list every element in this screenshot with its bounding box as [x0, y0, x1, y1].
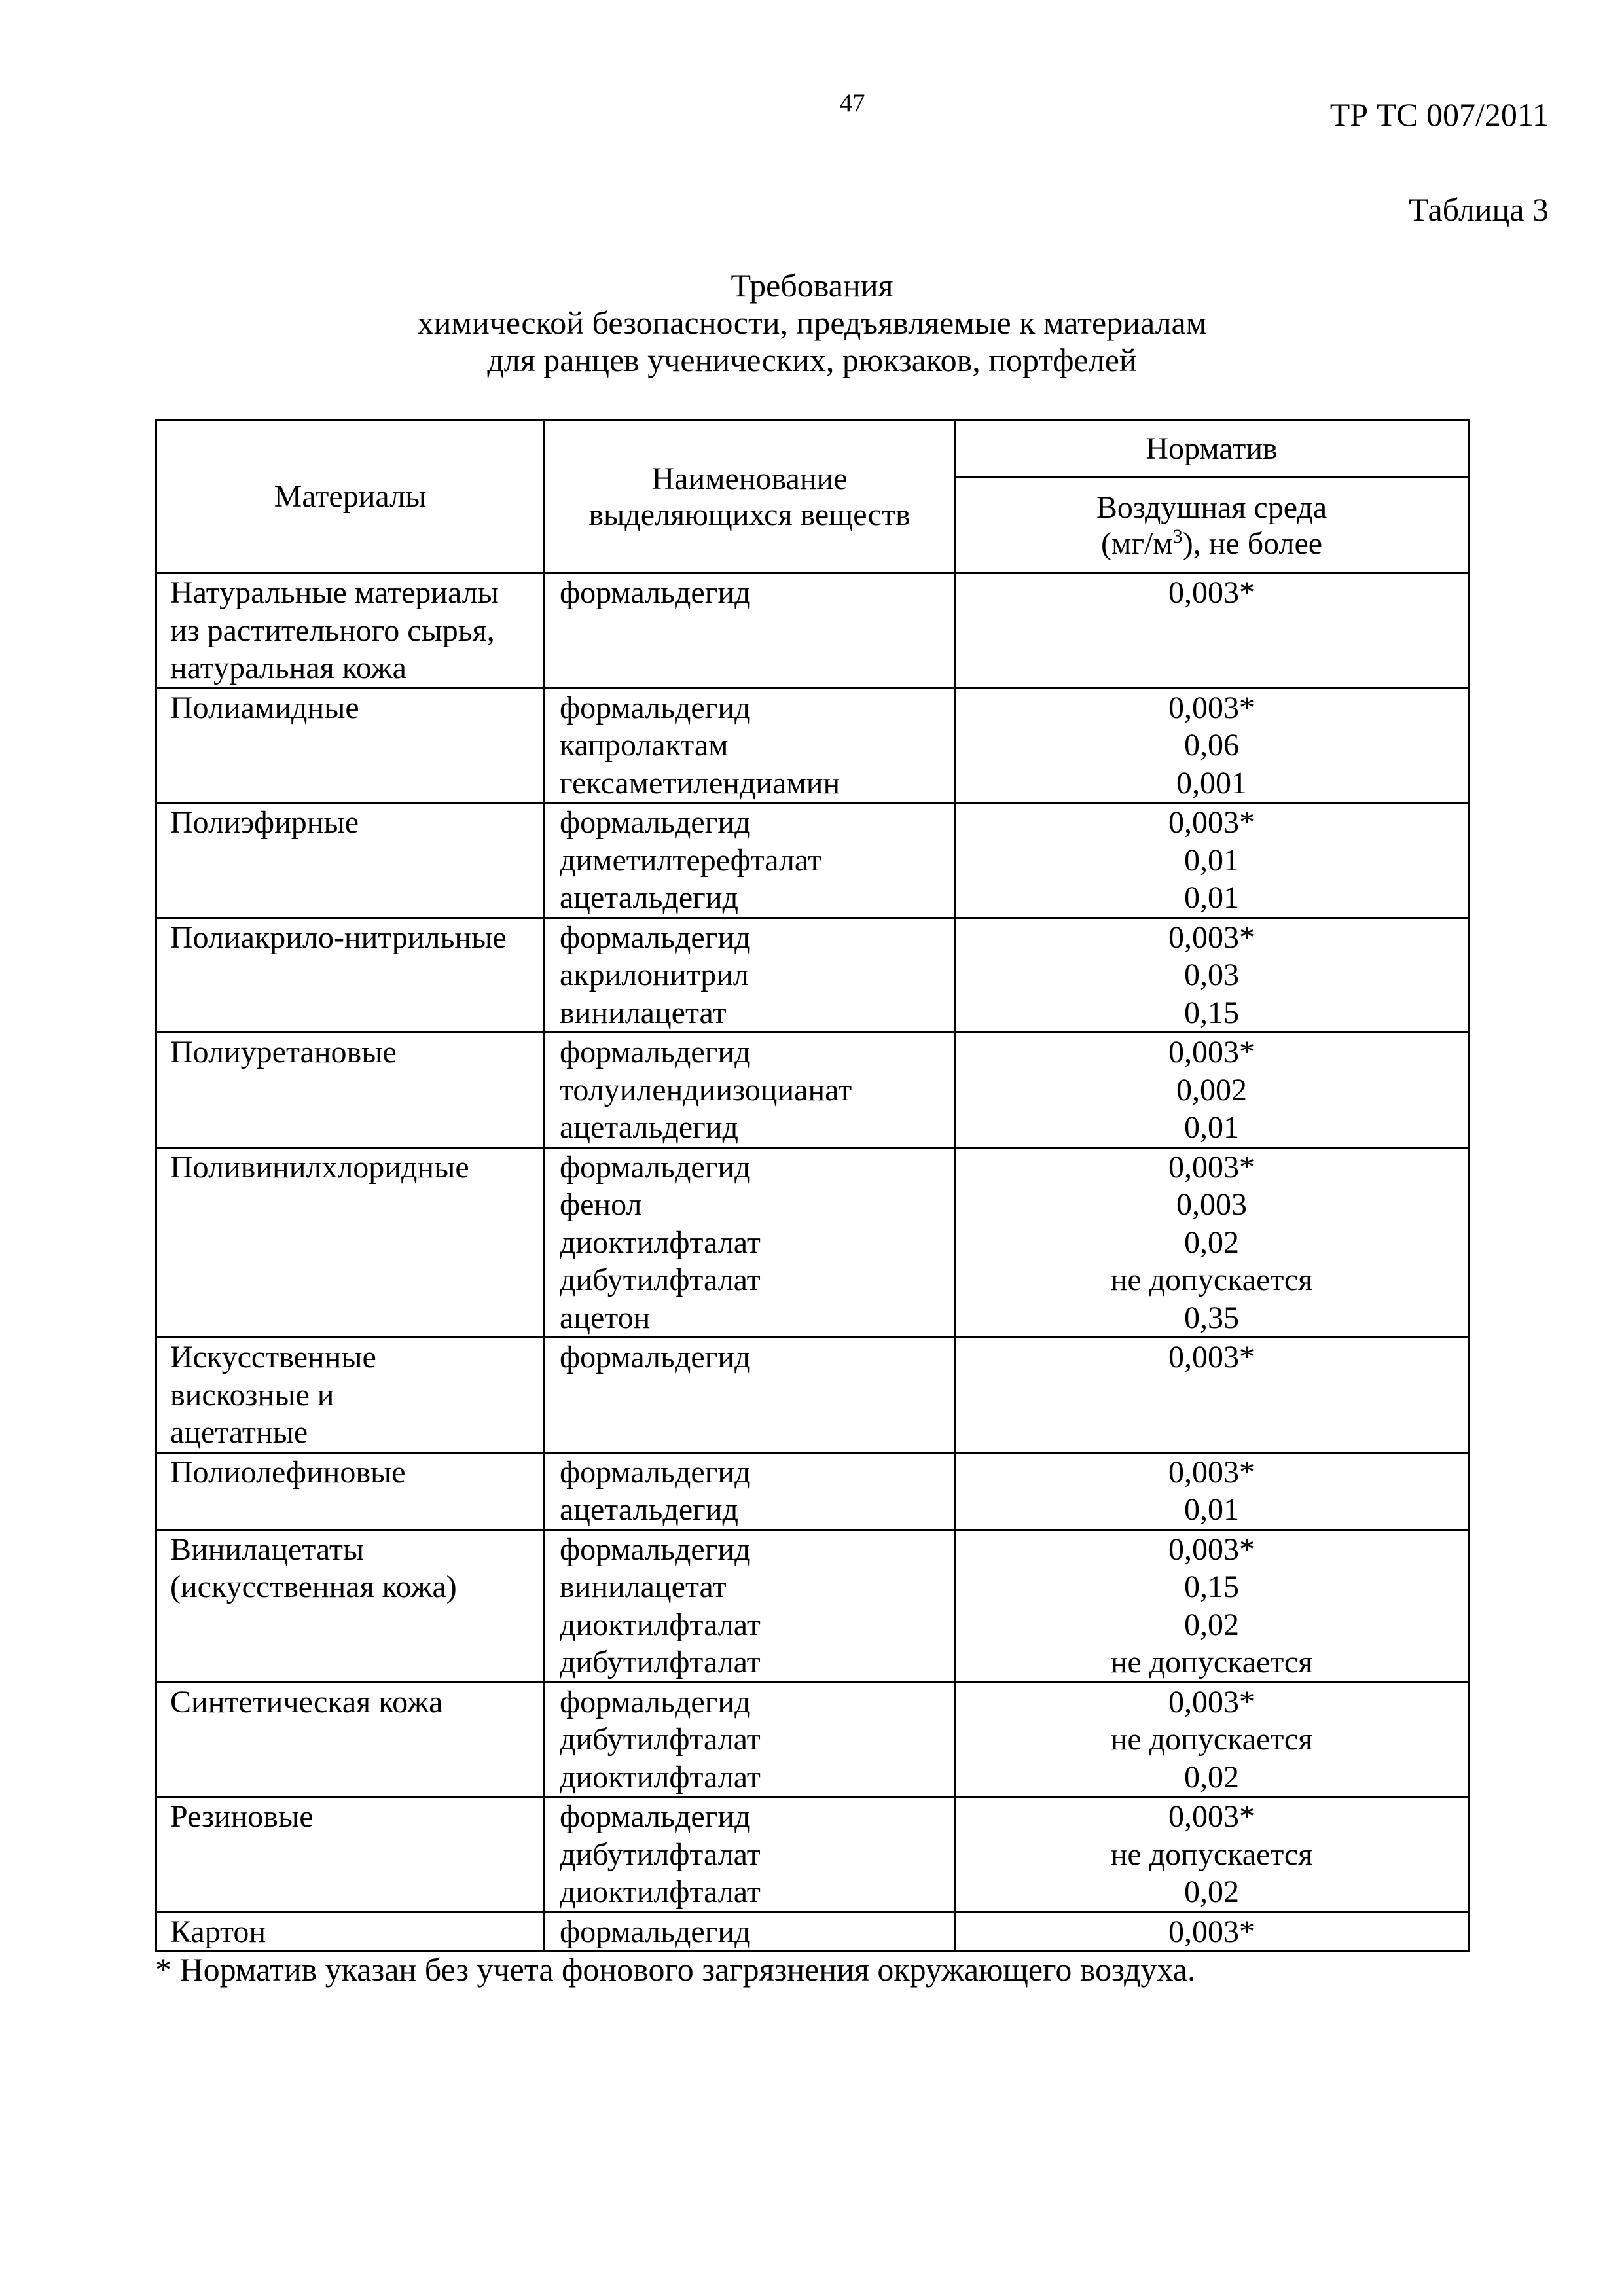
- norm-value: 0,02: [1184, 1225, 1239, 1260]
- norm-value: 0,02: [1184, 1607, 1239, 1642]
- substance-name: фенол: [560, 1187, 642, 1222]
- norm-value-cell: [955, 1338, 1469, 1453]
- norm-value: не допускается: [1110, 1837, 1313, 1872]
- norm-value: не допускается: [1110, 1645, 1313, 1679]
- norm-value-cell: [955, 1682, 1469, 1797]
- substance-name: формальдегид: [560, 1340, 751, 1374]
- substance-name: дибутилфталат: [560, 1837, 761, 1872]
- norm-value: 0,01: [1184, 1492, 1239, 1527]
- substance-name: диоктилфталат: [560, 1759, 761, 1795]
- norm-value-cell: [955, 573, 1469, 689]
- header-substances: [545, 420, 955, 573]
- norm-value: 0,003*: [1168, 1799, 1255, 1834]
- norm-value: 0,15: [1184, 995, 1239, 1030]
- table-number: Таблица 3: [1409, 191, 1549, 228]
- material-line: Резиновые: [170, 1799, 314, 1834]
- material-cell: [156, 1797, 545, 1912]
- header-substances-line-2: выделяющихся веществ: [588, 497, 911, 532]
- header-materials: Материалы: [156, 420, 545, 573]
- table-row: [156, 1147, 1469, 1338]
- norm-value: 0,01: [1184, 1110, 1239, 1145]
- requirements-table: [155, 419, 1470, 1952]
- title-line-3: для ранцев ученических, рюкзаков, портфелей: [487, 342, 1137, 378]
- table-row: [156, 1797, 1469, 1912]
- substances-cell: [545, 1033, 955, 1148]
- norm-value: 0,003*: [1168, 920, 1255, 955]
- norm-value: 0,003*: [1168, 1340, 1255, 1374]
- material-line: Винилацетаты: [170, 1532, 365, 1567]
- table-row: [156, 918, 1469, 1033]
- substance-name: формальдегид: [560, 690, 751, 725]
- substance-name: дибутилфталат: [560, 1263, 761, 1297]
- material-line: Полиакрило-нитрильные: [170, 920, 507, 955]
- material-cell: [156, 1147, 545, 1338]
- header-air-unit-suffix: ), не более: [1182, 526, 1323, 561]
- norm-value: не допускается: [1110, 1263, 1313, 1297]
- header-air-unit-prefix: (мг/м: [1100, 526, 1173, 561]
- material-line: Полиамидные: [170, 690, 359, 725]
- norm-value-cell: [955, 1033, 1469, 1148]
- substance-name: формальдегид: [560, 1684, 751, 1719]
- material-cell: [156, 1530, 545, 1682]
- material-line: Картон: [170, 1914, 266, 1949]
- norm-value: 0,35: [1184, 1300, 1239, 1335]
- substance-name: диоктилфталат: [560, 1874, 761, 1909]
- substance-name: формальдегид: [560, 1035, 751, 1069]
- header-air-unit: [956, 526, 1468, 562]
- substance-name: ацетальдегид: [560, 1110, 738, 1145]
- substances-cell: [545, 918, 955, 1033]
- norm-value: 0,003*: [1168, 1532, 1255, 1567]
- material-cell: [156, 1033, 545, 1148]
- substance-name: формальдегид: [560, 1454, 751, 1490]
- material-line: Полиэфирные: [170, 805, 359, 840]
- table-row: [156, 803, 1469, 918]
- table-row: [156, 1033, 1469, 1148]
- norm-value: 0,003: [1176, 1187, 1247, 1222]
- substance-name: формальдегид: [560, 1914, 751, 1949]
- material-line: (искусственная кожа): [170, 1570, 457, 1604]
- norm-value: 0,02: [1184, 1874, 1239, 1909]
- norm-value-cell: [955, 1530, 1469, 1682]
- norm-value: 0,003*: [1168, 1035, 1255, 1069]
- norm-value: 0,002: [1176, 1072, 1247, 1107]
- norm-value-cell: [955, 1797, 1469, 1912]
- material-cell: [156, 918, 545, 1033]
- substances-cell: [545, 1797, 955, 1912]
- table-row: [156, 573, 1469, 689]
- material-line: Искусственные: [170, 1340, 376, 1374]
- norm-value-cell: [955, 688, 1469, 803]
- table-row: [156, 1912, 1469, 1952]
- substances-cell: [545, 1530, 955, 1682]
- substances-cell: [545, 1338, 955, 1453]
- table-row: [156, 1338, 1469, 1453]
- norm-value: 0,15: [1184, 1570, 1239, 1604]
- material-line: Натуральные материалы: [170, 575, 499, 610]
- table-title: [0, 267, 1624, 379]
- norm-value-cell: [955, 1452, 1469, 1530]
- substance-name: формальдегид: [560, 1532, 751, 1567]
- substance-name: винилацетат: [560, 995, 727, 1030]
- substances-cell: [545, 1452, 955, 1530]
- material-line: натуральная кожа: [170, 651, 406, 685]
- title-line-2: химической безопасности, предъявляемые к материалам: [417, 304, 1207, 341]
- norm-value: 0,003*: [1168, 690, 1255, 725]
- substance-name: ацетон: [560, 1300, 651, 1335]
- substances-cell: [545, 803, 955, 918]
- header-air-unit-superscript: 3: [1172, 525, 1183, 547]
- norm-value: 0,06: [1184, 728, 1239, 762]
- norm-value: 0,02: [1184, 1759, 1239, 1795]
- material-cell: [156, 1452, 545, 1530]
- material-cell: [156, 803, 545, 918]
- norm-value-cell: [955, 803, 1469, 918]
- table-body: [156, 573, 1469, 1952]
- substance-name: винилацетат: [560, 1570, 727, 1604]
- substances-cell: [545, 573, 955, 689]
- header-norm: Норматив: [955, 420, 1469, 478]
- table-row: [156, 1682, 1469, 1797]
- substance-name: формальдегид: [560, 805, 751, 840]
- page-number: 47: [839, 89, 865, 117]
- norm-value-cell: [955, 918, 1469, 1033]
- substance-name: формальдегид: [560, 1149, 751, 1185]
- substance-name: диметилтерефталат: [560, 842, 821, 878]
- material-line: Поливинилхлоридные: [170, 1149, 469, 1185]
- table-row: [156, 688, 1469, 803]
- substance-name: формальдегид: [560, 575, 751, 610]
- material-line: Полиолефиновые: [170, 1454, 406, 1490]
- norm-value: 0,03: [1184, 958, 1239, 992]
- table-row: [156, 1452, 1469, 1530]
- document-code: ТР ТС 007/2011: [1329, 96, 1549, 133]
- material-line: из растительного сырья,: [170, 613, 495, 648]
- substance-name: акрилонитрил: [560, 958, 749, 992]
- substances-cell: [545, 1912, 955, 1952]
- substance-name: дибутилфталат: [560, 1645, 761, 1679]
- norm-value: 0,003*: [1168, 1914, 1255, 1949]
- header-substances-line-1: Наименование: [651, 461, 848, 496]
- substance-name: ацетальдегид: [560, 880, 738, 915]
- footnote: * Норматив указан без учета фонового загрязнения окружающего воздуха.: [155, 1951, 1196, 1988]
- norm-value: 0,003*: [1168, 805, 1255, 840]
- norm-value-cell: [955, 1147, 1469, 1338]
- substance-name: диоктилфталат: [560, 1225, 761, 1260]
- substances-cell: [545, 1682, 955, 1797]
- substance-name: толуилендиизоцианат: [560, 1072, 852, 1107]
- title-line-1: Требования: [731, 267, 893, 304]
- norm-value: не допускается: [1110, 1722, 1313, 1757]
- norm-value-cell: [955, 1912, 1469, 1952]
- norm-value: 0,003*: [1168, 1149, 1255, 1185]
- substance-name: формальдегид: [560, 1799, 751, 1834]
- norm-value: 0,01: [1184, 880, 1239, 915]
- material-cell: [156, 1338, 545, 1453]
- substance-name: формальдегид: [560, 920, 751, 955]
- table-row: [156, 1530, 1469, 1682]
- substance-name: диоктилфталат: [560, 1607, 761, 1642]
- substance-name: ацетальдегид: [560, 1492, 738, 1527]
- material-cell: [156, 573, 545, 689]
- substance-name: дибутилфталат: [560, 1722, 761, 1757]
- substance-name: капролактам: [560, 728, 729, 762]
- norm-value: 0,003*: [1168, 1454, 1255, 1490]
- material-line: Синтетическая кожа: [170, 1684, 443, 1719]
- norm-value: 0,001: [1176, 765, 1247, 800]
- material-cell: [156, 1682, 545, 1797]
- norm-value: 0,01: [1184, 842, 1239, 878]
- material-line: вискозные и: [170, 1377, 334, 1412]
- material-line: ацетатные: [170, 1415, 308, 1450]
- table-header: [156, 420, 1469, 573]
- substances-cell: [545, 688, 955, 803]
- substance-name: гексаметилендиамин: [560, 765, 840, 800]
- header-air-line-1: Воздушная среда: [1096, 490, 1327, 525]
- substances-cell: [545, 1147, 955, 1338]
- norm-value: 0,003*: [1168, 575, 1255, 610]
- norm-value: 0,003*: [1168, 1684, 1255, 1719]
- material-cell: [156, 1912, 545, 1952]
- material-cell: [156, 688, 545, 803]
- material-line: Полиуретановые: [170, 1035, 397, 1069]
- header-air: [955, 478, 1469, 573]
